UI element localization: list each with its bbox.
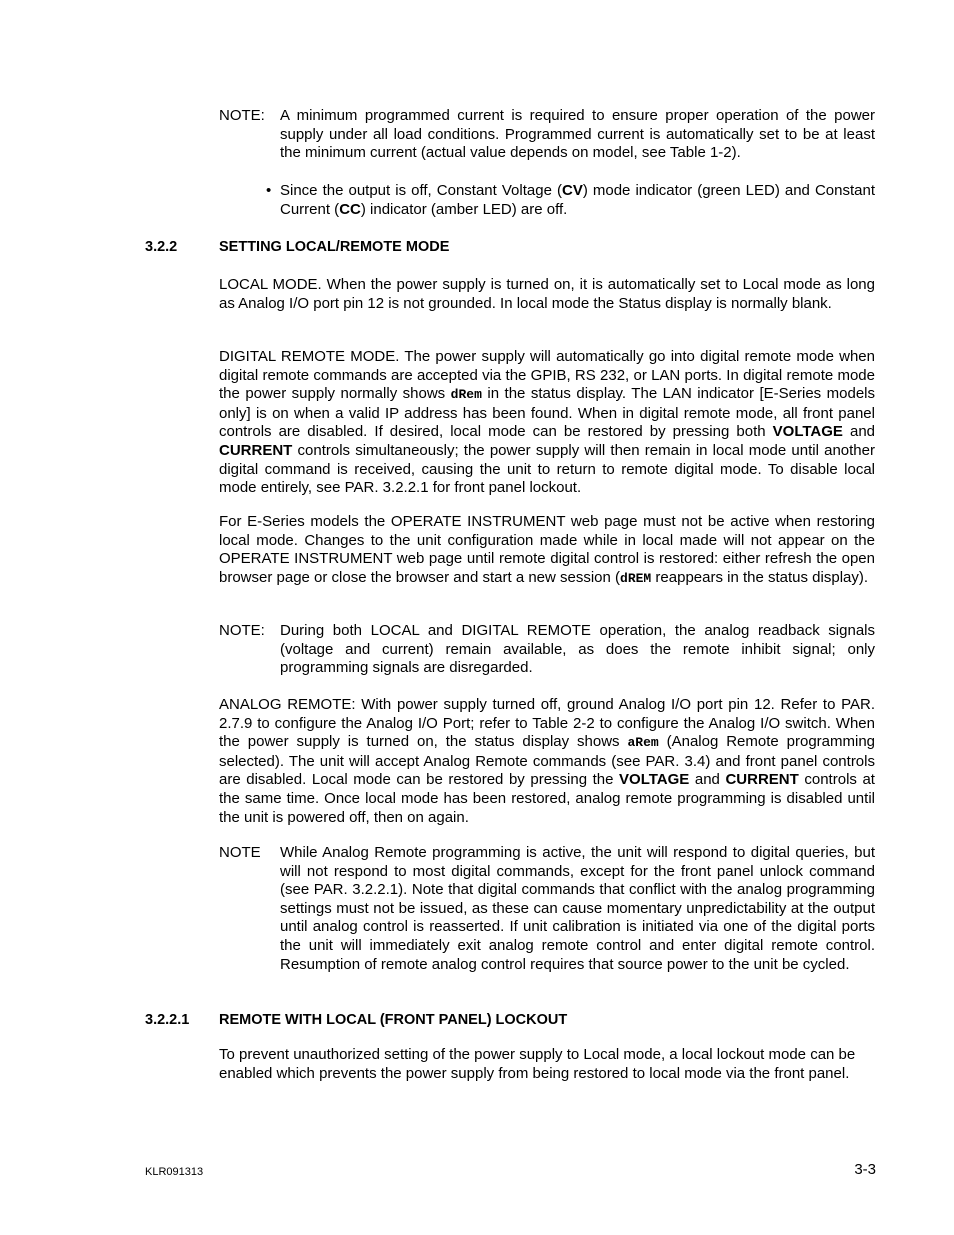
note-analog-remote-active — [219, 844, 875, 994]
status-code-drem: dRem — [450, 387, 482, 403]
footer-document-id: KLR091313 — [145, 1166, 204, 1178]
note-minimum-current — [219, 107, 875, 165]
paragraph-local-lockout: To prevent unauthorized setting of the power supply to Local mode, a local lockout mode can be enabled which prevents the power supply from being restored to local mode via the front panel. — [219, 1046, 856, 1082]
section-title: SETTING LOCAL/REMOTE MODE — [219, 239, 450, 255]
note-local-digital-remote — [219, 622, 875, 680]
paragraph-local-mode: LOCAL MODE. When the power supply is turned on, it is automatically set to Local mode as long as Analog I/O port pin 12 is not grounded. In local mode the Status display is normally blank. — [219, 276, 875, 312]
paragraph-analog-remote: ANALOG REMOTE: With power supply turned off, ground Analog I/O port pin 12. Refer to PAR. 2.7.9 to configure the Analog I/O Port; refer to Table 2-2 to configure the Analog I/O switch. When the power supply is turned on, the status display shows aRem (Analog Remote programming selected). The unit will accept Analog Remote commands (see PAR. 3.4) and front panel controls are disabled. Local mode can be restored by pressing the VOLTAGE and CURRENT controls at the same time. Once local mode has been restored, analog remote programming is disabled until the unit is powered off, then on again. — [219, 696, 876, 826]
note-label: NOTE: — [219, 107, 265, 124]
status-code-arem: aRem — [627, 735, 659, 751]
note-label: NOTE: — [219, 622, 265, 639]
section-title: REMOTE WITH LOCAL (FRONT PANEL) LOCKOUT — [219, 1012, 568, 1028]
note-text: A minimum programmed current is required to ensure proper operation of the power supply under all load conditions. Programmed current is automatically set to be at least the minimum current (actual value depends on model, see Table 1-2). — [280, 107, 875, 162]
bullet-marker: • — [266, 182, 272, 199]
bullet-text: Since the output is off, Constant Voltage (CV) mode indicator (green LED) and Constant Current (CC) indicator (amber LED) are off. — [280, 182, 875, 218]
bullet-item-indicators — [266, 182, 875, 222]
footer-page-number: 3-3 — [854, 1161, 876, 1178]
note-text: While Analog Remote programming is active, the unit will respond to digital queries, but will not respond to most digital commands, except for the front panel unlock command (see PAR. 3.2.2.1). Note that digital commands that conflict with the analog programming settings must not be issued, as these can cause momentary unpredictability at the output until analog control is reasserted. If unit calibration is initiated via one of the digital ports the unit will immediately exit analog remote control and enter digital remote control. Resumption of remote analog control requires that source power to the unit be cycled. — [280, 844, 875, 973]
note-label: NOTE — [219, 844, 261, 861]
section-number: 3.2.2.1 — [145, 1012, 190, 1028]
note-text: During both LOCAL and DIGITAL REMOTE operation, the analog readback signals (voltage and current) remain available, as does the remote inhibit signal; only programming signals are disregarded. — [280, 622, 875, 677]
section-number: 3.2.2 — [145, 239, 178, 255]
paragraph-digital-remote-mode: DIGITAL REMOTE MODE. The power supply will automatically go into digital remote mode when digital remote commands are accepted via the GPIB, RS 232, or LAN ports. In digital remote mode the power supply normally shows dRem in the status display. The LAN indicator [E-Series models only] is on when a valid IP address has been found. When in digital remote mode, all front panel controls are disabled. If desired, local mode can be restored by pressing both VOLTAGE and CURRENT controls simultaneously; the power supply will then remain in local mode until another digital command is received, causing the unit to return to remote digital mode. To disable local mode entirely, see PAR. 3.2.2.1 for front panel lockout. — [219, 348, 876, 497]
status-code-drem-upper: dREM — [620, 570, 652, 586]
paragraph-e-series: For E-Series models the OPERATE INSTRUMENT web page must not be active when restoring local mode. Changes to the unit configuration made while in local made will not appear on the OPERATE INSTRUMENT web page until remote digital control is restored: either refresh the open browser page or close the browser and start a new session (dREM reappears in the status display). — [219, 513, 875, 586]
